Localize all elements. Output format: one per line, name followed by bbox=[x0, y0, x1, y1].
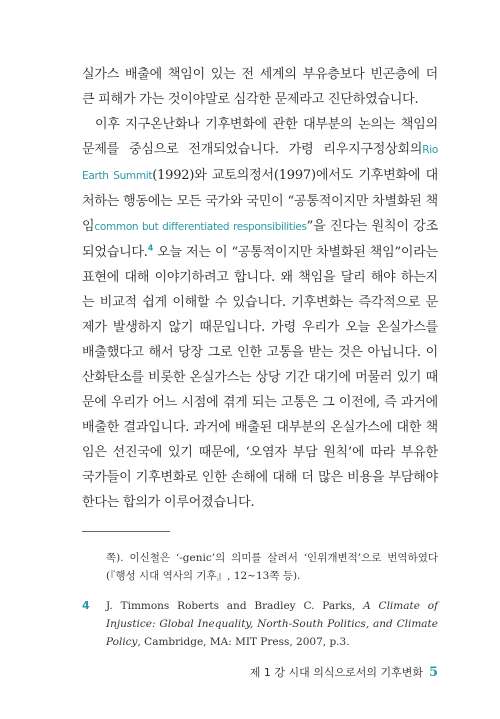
footnote-ref-4[interactable]: 4 bbox=[147, 243, 154, 253]
footnote-4-number: 4 bbox=[82, 599, 90, 612]
paragraph-2-part-d: 오늘 저는 이 “공통적이지만 차별화된 책임”이라는 표현에 대해 이야기하려고 합니다. 왜 책임을 달리 해야 하는지는 비교적 쉽게 이해할 수 있습니다. 기후변화는 즉각적으로 문제가 발생하지 않기 때문입니다. 가령 우리가 오늘 온실가스를 배출했다고 해서 당장 그로 인한 고통을 받는 것은 아닙니다. 이산화탄소를 비롯한 온실가스는 상당 기간 대기에 머물러 있기 때문에 우리가 어느 시점에 겪게 되는 고통은 그 이전에, 즉 과거에 배출한 결과입니다. 과거에 배출된 대부분의 온실가스에 대한 책임은 선진국에 있기 때문에, ‘오염자 부담 원칙’에 따라 부유한 국가들이 기후변화로 인한 손해에 대해 더 많은 비용을 부담해야 한다는 합의가 이루어졌습니다. bbox=[82, 245, 438, 510]
paragraph-2-part-b: (1992)와 교토의정서(1997)에서도 기후변화에 대처하는 행동에는 모든 국가와 국민이 “공통적이지만 차별화된 책임 bbox=[82, 168, 438, 234]
paragraph-1: 실가스 배출에 책임이 있는 전 세계의 부유층보다 빈곤층에 더 큰 피해가 가는 것이야말로 심각한 문제라고 진단하였습니다. bbox=[82, 67, 438, 107]
term-rio-earth-summit: Rio Earth Summit bbox=[82, 144, 438, 182]
paragraph-2-part-c: ”을 진다는 원칙이 강조되었습니다. bbox=[82, 219, 438, 260]
page-number: 5 bbox=[428, 665, 438, 680]
footnote-4-authors: J. Timmons Roberts and Bradley C. Parks, bbox=[106, 600, 364, 612]
footnote-4-title: A Climate of Injustice: Global Inequality, North-South Politics, and Climate Policy bbox=[106, 600, 438, 648]
paragraph-2-part-a: 이후 지구온난화나 기후변화에 관한 대부분의 논의는 책임의 문제를 중심으로 전개되었습니다. 가령 리우지구정상회의 bbox=[82, 117, 438, 157]
paragraph-2 bbox=[82, 112, 438, 515]
footnote-separator bbox=[82, 531, 170, 532]
running-footer-label: 제 1 강 시대 의식으로서의 기후변화 bbox=[249, 666, 423, 679]
running-footer bbox=[250, 664, 438, 680]
term-cbdr: common but differentiated responsibilities bbox=[94, 221, 307, 233]
footnote-4-text bbox=[106, 597, 438, 651]
footnote-continued: 쪽). 이신철은 ‘-genic’의 의미를 살려서 ‘인위개변적’으로 번역하였다(『행성 시대 역사의 기후』, 12~13쪽 등). bbox=[106, 552, 438, 582]
body-text bbox=[82, 62, 438, 515]
footnote-4-publication: , Cambridge, MA: MIT Press, 2007, p.3. bbox=[137, 636, 350, 648]
footnote-4 bbox=[82, 597, 438, 651]
